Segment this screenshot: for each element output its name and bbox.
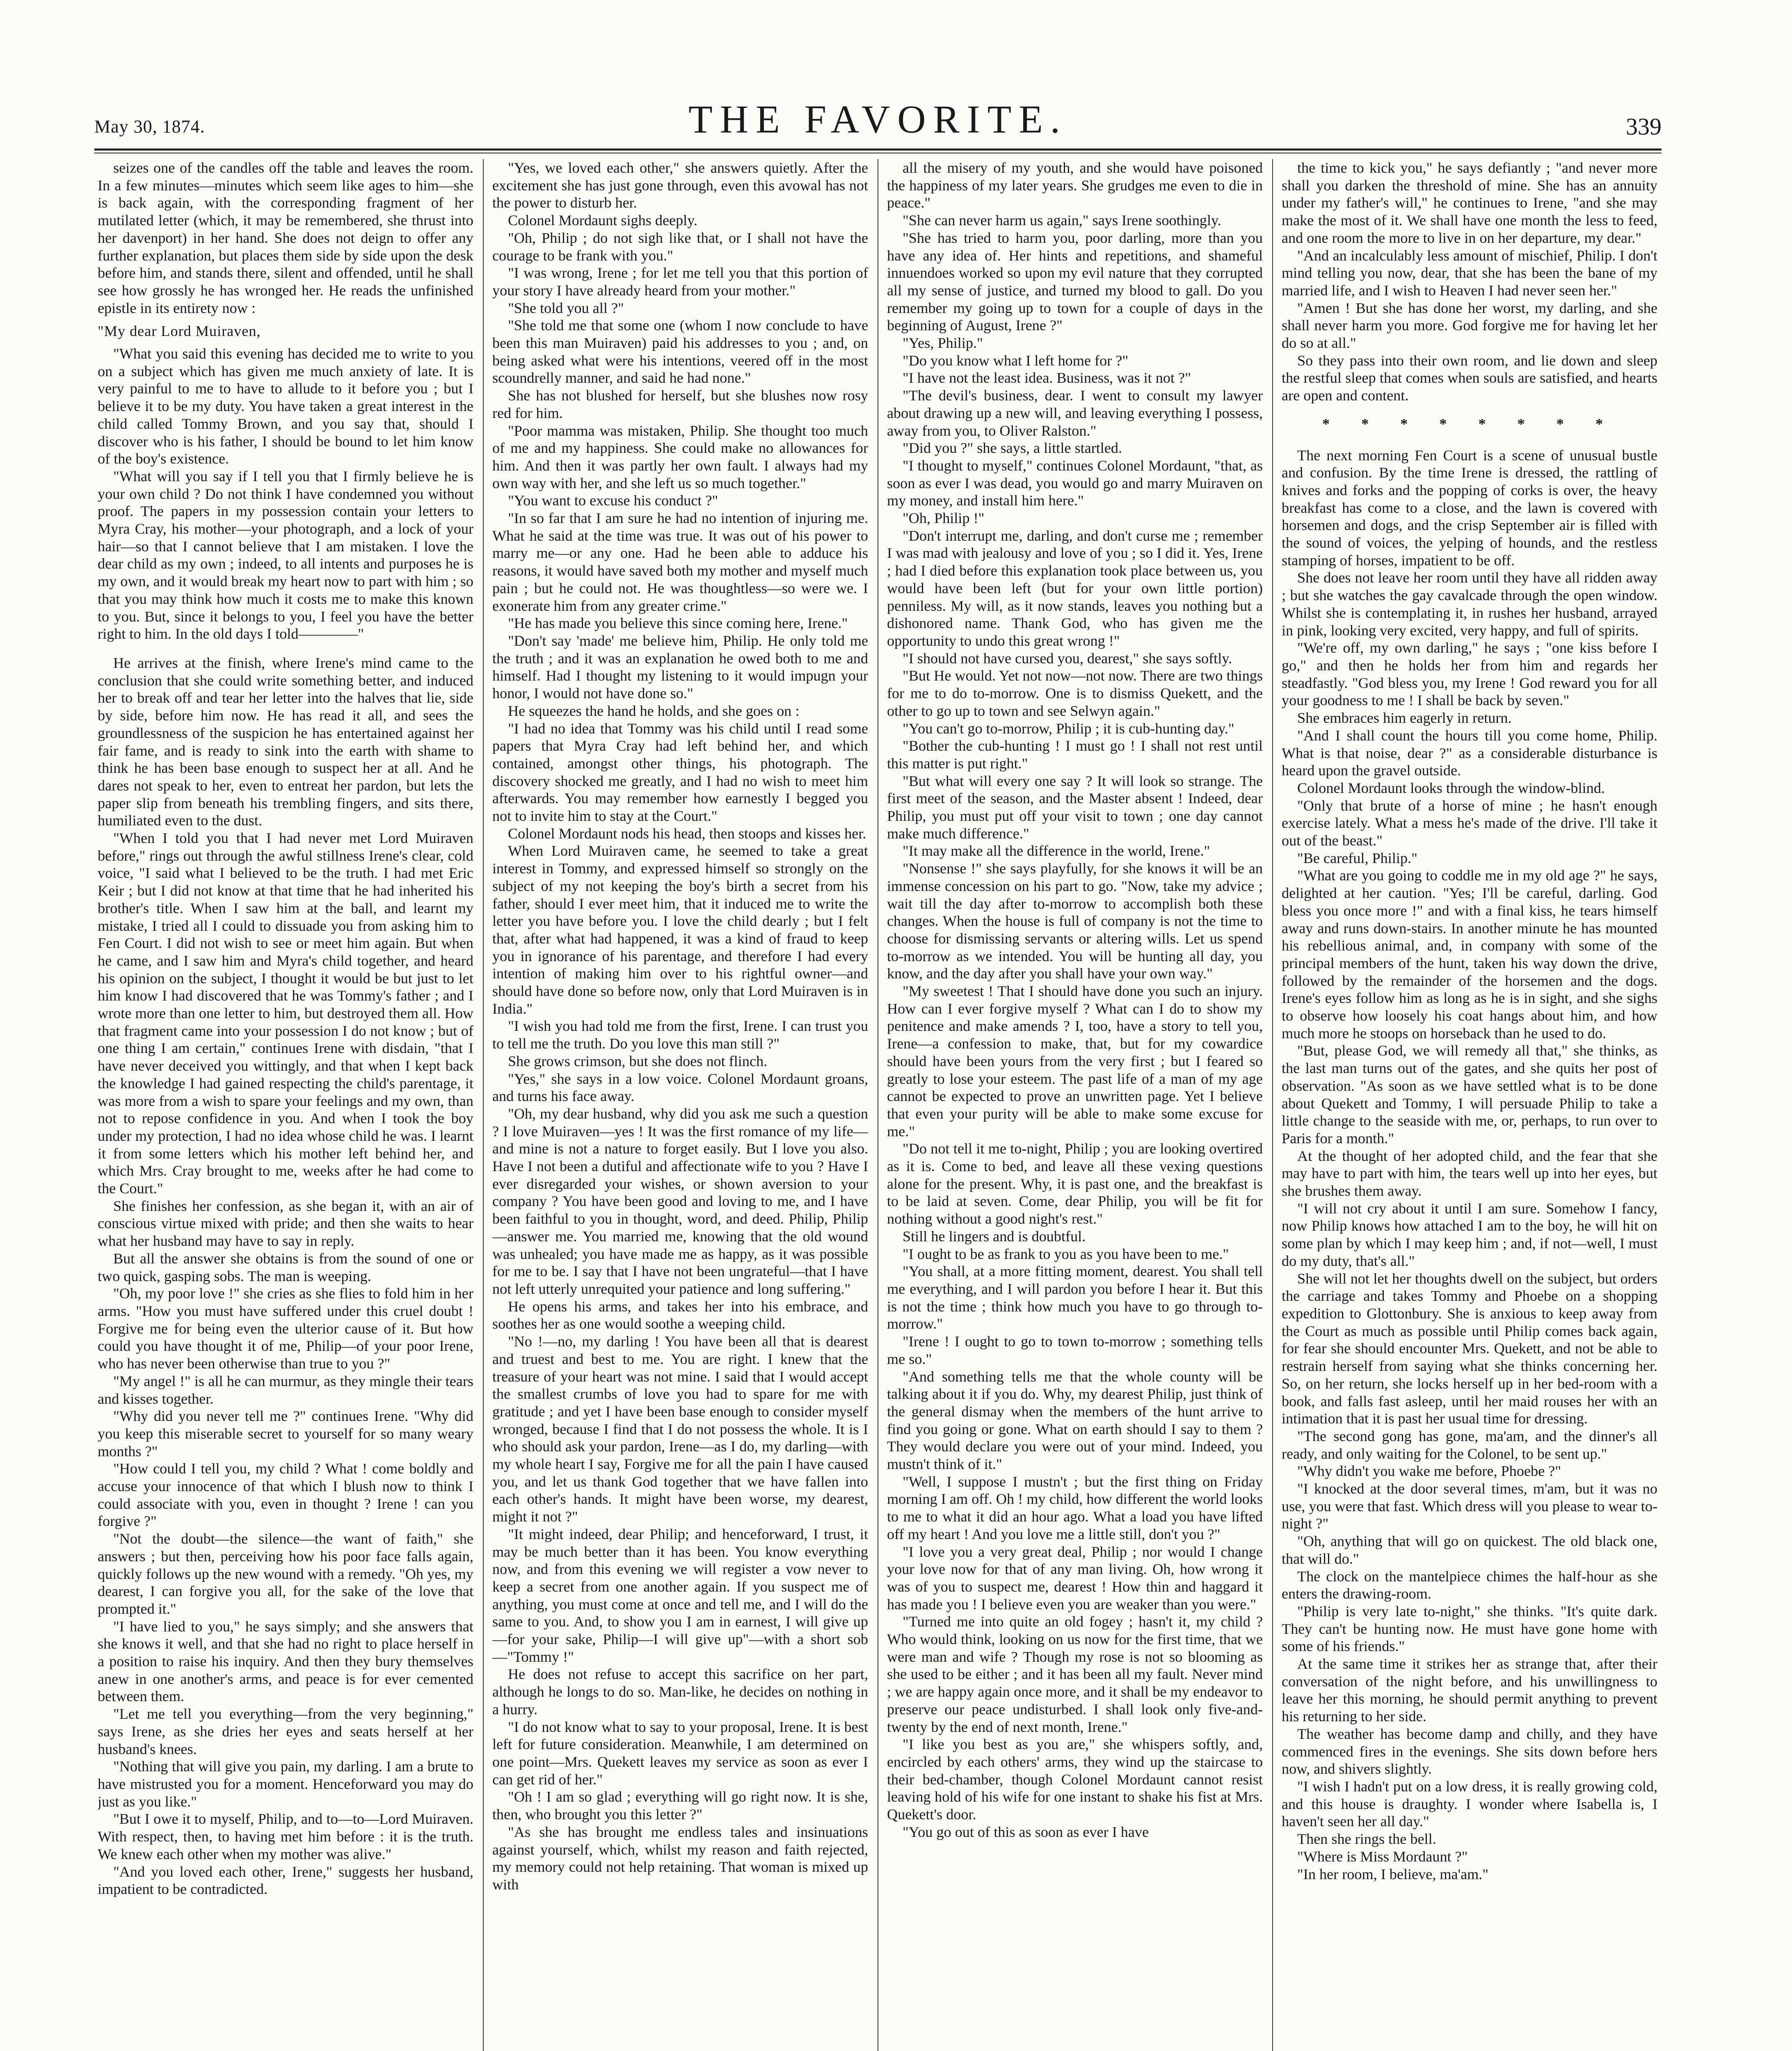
paragraph: "It might indeed, dear Philip; and henceforward, I trust, it may be much better than it has been. You know everything now, and from this evening we will register a vow never to keep a secret from one another again. If you suspect me of anything, you must come at once and tell me, and I will do the same to you. And, to show you I am in earnest, I will give up—for your sake, Philip—I will give up"—with a short sob—"Tommy !"	[492, 1526, 868, 1665]
paragraph: "Don't say 'made' me believe him, Philip. He only told me the truth ; and it was an explanation he owed both to me and himself. Had I thought my listening to it would impugn your honor, I would not have done so."	[492, 632, 868, 702]
paragraph: "I do not know what to say to your proposal, Irene. It is best left for future consideration. Meanwhile, I am determined on one point—Mrs. Quekett leaves my service as soon as ever I can get rid of her."	[492, 1718, 868, 1788]
text-column-2	[492, 159, 868, 2051]
paragraph: "But what will every one say ? It will look so strange. The first meet of the season, and the Master absent ! Indeed, dear Philip, you must put off your visit to town ; one day cannot make much difference."	[887, 772, 1263, 842]
paragraph: "When I told you that I had never met Lord Muiraven before," rings out through the awful stillness Irene's clear, cold voice, "I said what I believed to be the truth. I had met Eric Keir ; but I did not know at that time that he had inherited his brother's title. When I saw him at the ball, and learnt my mistake, I tried all I could to dissuade you from asking him to Fen Court. I did not wish to see or meet him again. But when he came, and I saw him and Myra's child together, and heard his opinion on the subject, I thought it would be but just to let him know I had discovered that he was Tommy's father ; and I wrote more than one letter to him, but destroyed them all. How that fragment came into your possession I do not know ; but of one thing I am certain," continues Irene with disdain, "that I have never deceived you wittingly, and that when I kept back the knowledge I had gained respecting the child's parentage, it was more from a wish to spare your feelings and my own, than not to repose confidence in you. And when I took the boy under my protection, I had no idea whose child he was. I learnt it from some letters which his mother left behind her, and which Mrs. Cray brought to me, weeks after he had come to the Court."	[98, 830, 473, 1197]
paragraph: "As she has brought me endless tales and insinuations against yourself, which, whilst my reason and faith rejected, my memory could not help retaining. That woman is mixed up with	[492, 1823, 868, 1893]
paragraph: "Yes," she says in a low voice. Colonel Mordaunt groans, and turns his face away.	[492, 1070, 868, 1105]
paragraph: "Bother the cub-hunting ! I must go ! I shall not rest until this matter is put right."	[887, 738, 1263, 772]
paragraph: "What you said this evening has decided me to write to you on a subject which has given me much anxiety of late. It is very painful to me to have to allude to it before you ; but I believe it to be my duty. You have taken a great interest in the child called Tommy Brown, and you say that, should I discover who is his father, I should be bound to let him know of the boy's existence.	[98, 345, 473, 467]
paragraph: "She can never harm us again," says Irene soothingly.	[903, 212, 1221, 229]
paragraph: He opens his arms, and takes her into his embrace, and soothes her as one would soothe a weeping child.	[492, 1298, 868, 1332]
text-column-1	[98, 159, 473, 2051]
paragraph: "Oh, anything that will go on quickest. The old black one, that will do."	[1282, 1533, 1657, 1567]
paragraph: "I have not the least idea. Business, was it not ?"	[903, 370, 1191, 386]
paragraph: The weather has become damp and chilly, and they have commenced fires in the evenings. She sits down before hers now, and shivers slightly.	[1282, 1725, 1657, 1777]
paragraph: "Where is Miss Mordaunt ?"	[1297, 1848, 1468, 1865]
paragraph: "I wish you had told me from the first, Irene. I can trust you to tell me the truth. Do you love this man still ?"	[492, 1018, 868, 1052]
paragraph: The next morning Fen Court is a scene of unusual bustle and confusion. By the time Irene is dressed, the rattling of knives and forks and the popping of corks is over, the heavy breakfast has come to a close, and the lawn is covered with horsemen and dogs, and the crisp September air is filled with the sound of voices, the yelping of hounds, and the restless stamping of horses, impatient to be off.	[1282, 447, 1657, 569]
letter-salutation: "My dear Lord Muiraven,	[98, 323, 261, 340]
paragraph: "Poor mamma was mistaken, Philip. She thought too much of me and my happiness. She could make no allowances for him. And then it was partly her own fault. I always had my own way with her, and she left us so much together."	[492, 422, 868, 491]
paragraph: "How could I tell you, my child ? What ! come boldly and accuse your innocence of that which I blush now to think I could associate with you, even in thought ? Irene ! can you forgive ?"	[98, 1460, 473, 1530]
paragraph: "Oh, my poor love !" she cries as she flies to fold him in her arms. "How you must have suffered under this cruel doubt ! Forgive me for being even the ulterior cause of it. But how could you have thought it of me, Philip—of your poor Irene, who has never been otherwise than true to you ?"	[98, 1285, 473, 1372]
paragraph: "We're off, my own darling," he says ; "one kiss before I go," and then he holds her from him and regards her steadfastly. "God bless you, my Irene ! God reward you for all your goodness to me ! I shall be back by seven."	[1282, 640, 1657, 709]
paragraph: Colonel Mordaunt sighs deeply.	[508, 212, 698, 229]
paragraph: "I knocked at the door several times, m'am, but it was no use, you were that fast. Which dress will you please to wear to-night ?"	[1282, 1480, 1657, 1532]
paragraph: "Do you know what I left home for ?"	[903, 352, 1129, 369]
paragraph: At the same time it strikes her as strange that, after their conversation of the night before, and his unwillingness to leave her this morning, he should permit anything to prevent his returning to her side.	[1282, 1656, 1657, 1725]
paragraph: "I like you best as you are," she whispers softly, and, encircled by each others' arms, they wind up the staircase to their bed-chamber, though Colonel Mordaunt cannot resist leaving hold of his wife for one instant to shake his fist at Mrs. Quekett's door.	[887, 1736, 1263, 1823]
paragraph: "Philip is very late to-night," she thinks. "It's quite dark. They can't be hunting now. He must have gone home with some of his friends."	[1282, 1603, 1657, 1655]
paragraph: "And you loved each other, Irene," suggests her husband, impatient to be contradicted.	[98, 1863, 473, 1898]
paragraph: "Be careful, Philip."	[1297, 850, 1417, 866]
paragraph: "Turned me into quite an old fogey ; hasn't it, my child ? Who would think, looking on us now for the first time, that we were man and wife ? Though my rose is not so blooming as she used to be either ; and it has been all my fault. Never mind ; we are happy again once more, and it shall be my endeavor to preserve our peace undisturbed. I shall look only five-and-twenty by the end of next month, Irene."	[887, 1613, 1263, 1735]
paragraph: "The second gong has gone, ma'am, and the dinner's all ready, and only waiting for the Colonel, to be sent up."	[1282, 1427, 1657, 1462]
paragraph: When Lord Muiraven came, he seemed to take a great interest in Tommy, and expressed himself so strongly on the subject of my not keeping the boy's birth a secret from his father, should I ever meet him, that it induced me to write the letter you have before you. I love the child dearly ; but I felt that, after what had happened, it was a kind of fraud to keep you in ignorance of his parentage, and therefore I had every intention of making him over to his rightful owner—and should have done so before now, only that Lord Muiraven is in India."	[492, 843, 868, 1017]
paragraph: seizes one of the candles off the table and leaves the room. In a few minutes—minutes which seem like ages to him—she is back again, with the corresponding fragment of her mutilated letter (which, it may be remembered, she thrust into her davenport) in her hand. She does not deign to offer any further explanation, but places them side by side upon the desk before him, and stands there, silent and offended, until he shall see how grossly he has wronged her. He reads the unfinished epistle in its entirety now :	[98, 160, 473, 316]
paragraph: "Why didn't you wake me before, Phoebe ?"	[1297, 1463, 1561, 1480]
paragraph: So they pass into their own room, and lie down and sleep the restful sleep that comes when souls are satisfied, and hearts are open and content.	[1282, 352, 1657, 404]
paragraph: "Don't interrupt me, darling, and don't curse me ; remember I was mad with jealousy and love of you ; so I did it. Yes, Irene ; had I died before this explanation took place between us, you would have been left (but for your own little portion) penniless. My will, as it now stands, leaves you nothing but a dishonored name. Thank God, who has given me the opportunity to undo this great wrong !"	[887, 527, 1263, 649]
paragraph: "Amen ! But she has done her worst, my darling, and she shall never harm you more. God forgive me for having let her do so at all."	[1282, 299, 1657, 352]
paragraph: "Yes, Philip."	[903, 335, 983, 352]
paragraph: "I have lied to you," he says simply; and she answers that she knows it well, and that she had no right to place herself in a position to raise his inquiry. And then they bury themselves anew in one another's arms, and peace is for ever cemented between them.	[98, 1618, 473, 1705]
paragraph: "What will you say if I tell you that I firmly believe he is your own child ? Do not think I have condemned you without proof. The papers in my possession contain your letters to Myra Cray, his mother—your photograph, and a lock of your hair—so that I cannot believe that I am mistaken. I love the dear child as my own ; indeed, to all intents and purposes he is my own, and it would break my heart now to part with him ; so that you may think how much it costs me to make this known to you. But, since it belongs to you, I feel you have the better right to him. In the old days I told————"	[98, 468, 473, 642]
paragraph: "He has made you believe this since coming here, Irene."	[508, 615, 848, 632]
text-column-3	[887, 159, 1263, 2051]
paragraph: She finishes her confession, as she began it, with an air of conscious virtue mixed with pride; and then she waits to hear what her husband may have to say in reply.	[98, 1197, 473, 1249]
paragraph: "I thought to myself," continues Colonel Mordaunt, "that, as soon as ever I was dead, you would go and marry Muiraven on my money, and install him here."	[887, 457, 1263, 509]
paragraph: Colonel Mordaunt looks through the window-blind.	[1297, 779, 1605, 796]
paragraph: "Why did you never tell me ?" continues Irene. "Why did you keep this miserable secret to yourself for so many weary months ?"	[98, 1408, 473, 1459]
paragraph: He squeezes the hand he holds, and she goes on :	[508, 702, 800, 719]
paragraph: "But He would. Yet not now—not now. There are two things for me to do to-morrow. One is to dismiss Quekett, and the other to go up to town and see Selwyn again."	[887, 667, 1263, 719]
paragraph: "She told me that some one (whom I now conclude to have been this man Muiraven) paid his addresses to you ; and, on being asked what were his intentions, veered off in the most scoundrelly manner, and said he had none."	[492, 317, 868, 386]
paragraph: She embraces him eagerly in return.	[1297, 710, 1512, 726]
masthead-title: THE FAVORITE.	[688, 97, 1067, 141]
paragraph: "What are you going to coddle me in my old age ?" he says, delighted at her caution. "Yes; I'll be careful, darling. God bless you once more !" and with a final kiss, he tears himself away and runs down-stairs. In another minute he has mounted his rebellious animal, and, in company with some of the principal members of the hunt, taken his way down the drive, followed by the remainder of the horsemen and the dogs. Irene's eyes follow him as long as he is in sight, and she sighs to observe how loosely his coat hangs about him, and how much more he stoops on horseback than he used to do.	[1282, 867, 1657, 1041]
paragraph: "Do not tell it me to-night, Philip ; you are looking overtired as it is. Come to bed, and leave all these vexing questions alone for the present. Why, it is past one, and the breakfast is to be laid at seven. Come, dear Philip, you will be fit for nothing without a good night's rest."	[887, 1140, 1263, 1227]
paragraph: "Nonsense !" she says playfully, for she knows it will be an immense concession on his part to go. "Now, take my advice ; wait till the day after to-morrow to accomplish both these changes. When the house is full of company is not the time to choose for dismissing servants or altering wills. Let us spend to-morrow as we intended. You will be hunting all day, you know, and the day after you shall have your own way."	[887, 860, 1263, 982]
paragraph: "Oh ! I am so glad ; everything will go right now. It is she, then, who brought you this letter ?"	[492, 1788, 868, 1823]
paragraph: "And an incalculably less amount of mischief, Philip. I don't mind telling you now, dear, that she has been the bane of my married life, and I wish to Heaven I had never seen her."	[1282, 247, 1657, 299]
paragraph: She does not leave her room until they have all ridden away ; but she watches the gay cavalcade through the open window. Whilst she is contemplating it, in rushes her husband, arrayed in pink, looking very excited, very happy, and full of spirits.	[1282, 569, 1657, 639]
paragraph: "You can't go to-morrow, Philip ; it is cub-hunting day."	[903, 720, 1234, 737]
paragraph: "My sweetest ! That I should have done you such an injury. How can I ever forgive myself ? What can I do to show my penitence and make amends ? I, too, have a story to tell you, Irene—a confession to make, that, but for my cowardice should have been yours from the very first ; but I feared so greatly to lose your esteem. The past life of a man of my age cannot be expected to prove an unwritten page. Yet I believe that even your purity will be able to make some excuse for me."	[887, 983, 1263, 1140]
paragraph: "She has tried to harm you, poor darling, more than you have any idea of. Her hints and repetitions, and shameful innuendoes worked so upon my evil nature that they corrupted all my sense of justice, and turned my blood to gall. Do you remember my going up to town for a couple of days in the beginning of August, Irene ?"	[887, 229, 1263, 334]
paragraph: "The devil's business, dear. I went to consult my lawyer about drawing up a new will, and leaving everything I possess, away from you, to Oliver Ralston."	[887, 387, 1263, 439]
paragraph: "Well, I suppose I mustn't ; but the first thing on Friday morning I am off. Oh ! my child, how different the world looks to me to what it did an hour ago. What a load you have lifted off my heart ! And you love me a little still, don't you ?"	[887, 1473, 1263, 1542]
paragraph: "I ought to be as frank to you as you have been to me."	[903, 1245, 1229, 1262]
paragraph: "Oh, Philip !"	[903, 510, 985, 527]
paragraph: the time to kick you," he says defiantly ; "and never more shall you darken the threshold of mine. She has an annuity under my father's will," he continues to Irene, "and she may make the most of it. We shall have one month the less to feed, and one room the more to live in on her departure, my dear."	[1282, 160, 1657, 246]
paragraph: "And something tells me that the whole county will be talking about it if you do. Why, my dearest Philip, just think of the general dismay when the members of the hunt arrive to find you going or gone. What on earth should I say to them ? They would declare you were out of your mind. Indeed, you mustn't think of it."	[887, 1368, 1263, 1473]
paragraph: "You shall, at a more fitting moment, dearest. You shall tell me everything, and I will pardon you before I hear it. But this is not the time ; think how much you have to go through to-morrow."	[887, 1263, 1263, 1332]
paragraph: "You want to excuse his conduct ?"	[508, 492, 718, 509]
paragraph: "But I owe it to myself, Philip, and to—to—Lord Muiraven. With respect, then, to having met him before : it is the truth. We knew each other when my mother was alive."	[98, 1811, 473, 1862]
paragraph: Colonel Mordaunt nods his head, then stoops and kisses her.	[508, 825, 866, 842]
paragraph: She has not blushed for herself, but she blushes now rosy red for him.	[492, 387, 868, 421]
paragraph: He arrives at the finish, where Irene's mind came to the conclusion that she could write something better, and induced her to break off and tear her letter into the halves that lie, side by side, before him now. He has read it all, and sees the groundlessness of the suspicion he has entertained against her fair fame, and is ready to sink into the earth with shame to think he has been base enough to suspect her at all. And he dares not speak to her, even to entreat her pardon, but lets the paper slip from beneath his trembling fingers, and sits there, humiliated even to the dust.	[98, 654, 473, 829]
paragraph: She grows crimson, but she does not flinch.	[508, 1053, 768, 1069]
article-columns	[98, 159, 1658, 2051]
paragraph: He does not refuse to accept this sacrifice on her part, although he longs to do so. Man-like, he decides on nothing in a hurry.	[492, 1666, 868, 1718]
issue-date: May 30, 1874.	[94, 116, 205, 137]
paragraph: "Irene ! I ought to go to town to-morrow ; something tells me so."	[887, 1333, 1263, 1367]
paragraph: "I had no idea that Tommy was his child until I read some papers that Myra Cray had left behind her, and which contained, amongst other things, his photograph. The discovery shocked me greatly, and I had no wish to meet him afterwards. You may remember how earnestly I begged you not to invite him to stay at the Court."	[492, 720, 868, 825]
paragraph: "But, please God, we will remedy all that," she thinks, as the last man turns out of the gates, and she quits her post of observation. "As soon as we have settled what is to be done about Quekett and Tommy, I will persuade Philip to take a little change to the seaside with me, or, perhaps, to run over to Paris for a month."	[1282, 1042, 1657, 1147]
paragraph: "No !—no, my darling ! You have been all that is dearest and truest and best to me. You are right. I knew that the treasure of your heart was not mine. I said that I would accept the smallest crumbs of love you had to spare for me with gratitude ; and yet I have been base enough to consider myself wronged, because I find that I do not possess the whole. It is I who should ask your pardon, Irene—as I do, my darling—with my whole heart I say, Forgive me for all the pain I have caused you, and let us thank God together that we have fallen into each other's hands. It might have been worse, my dearest, might it not ?"	[492, 1333, 868, 1525]
paragraph: At the thought of her adopted child, and the fear that she may have to part with him, the tears well up into her eyes, but she brushes them away.	[1282, 1147, 1657, 1199]
paragraph: "My angel !" is all he can murmur, as they mingle their tears and kisses together.	[98, 1373, 473, 1407]
paragraph: Then she rings the bell.	[1297, 1831, 1436, 1848]
paragraph: "She told you all ?"	[508, 299, 624, 316]
paragraph: "In her room, I believe, ma'am."	[1297, 1866, 1489, 1882]
paragraph: all the misery of my youth, and she would have poisoned the happiness of my later years. She grudges me even to die in peace."	[887, 160, 1263, 211]
paragraph: "You go out of this as soon as ever I have	[903, 1823, 1149, 1840]
paragraph: "Nothing that will give you pain, my darling. I am a brute to have mistrusted you for a moment. Henceforward you may do just as you like."	[98, 1758, 473, 1810]
page-header	[94, 96, 1662, 146]
paragraph: "Only that brute of a horse of mine ; he hasn't enough exercise lately. What a mess he's made of the drive. I'll take it out of the beast."	[1282, 797, 1657, 849]
page-number: 339	[1626, 113, 1662, 140]
paragraph: "I love you a very great deal, Philip ; nor would I change your love now for that of any man living. Oh, how wrong it was of you to suspect me, dearest ! How thin and haggard it has made you ! I believe even you are weaker than you were."	[887, 1543, 1263, 1612]
paragraph: "I wish I hadn't put on a low dress, it is really growing cold, and this house is draughty. I wonder where Isabella is, I haven't seen her all day."	[1282, 1778, 1657, 1830]
paragraph: She will not let her thoughts dwell on the subject, but orders the carriage and takes Tommy and Phoebe on a shopping expedition to Glottonbury. She is anxious to keep away from the Court as much as possible until Philip comes back again, for fear she should encounter Mrs. Quekett, and not be able to restrain herself from saying what she thinks concerning her. So, on her return, she locks herself up in her bed-room with a book, and falls fast asleep, until her maid rouses her with an intimation that it is past her usual time for dressing.	[1282, 1270, 1657, 1427]
paragraph: Still he lingers and is doubtful.	[903, 1228, 1086, 1245]
paragraph: "Not the doubt—the silence—the want of faith," she answers ; but then, perceiving how his poor face falls again, quickly follows up the new wound with a remedy. "Oh yes, my dearest, I can forgive you all, for the sake of the love that prompted it."	[98, 1530, 473, 1617]
paragraph: "Did you ?" she says, a little startled.	[903, 440, 1122, 457]
paragraph: The clock on the mantelpiece chimes the half-hour as she enters the drawing-room.	[1282, 1568, 1657, 1602]
paragraph: "It may make all the difference in the world, Irene."	[903, 843, 1210, 859]
paragraph: "Yes, we loved each other," she answers quietly. After the excitement she has just gone through, even this avowal has not the power to disturb her.	[492, 160, 868, 211]
paragraph: But all the answer she obtains is from the sound of one or two quick, gasping sobs. The man is weeping.	[98, 1250, 473, 1284]
header-rule	[94, 148, 1662, 151]
section-break: * * * * * * * *	[1322, 415, 1617, 432]
paragraph: "I will not cry about it until I am sure. Somehow I fancy, now Philip knows how attached I am to the boy, he will hit on some plan by which I may keep him ; and, if not—well, I must do my duty, that's all."	[1282, 1200, 1657, 1269]
paragraph: "Oh, Philip ; do not sigh like that, or I shall not have the courage to be frank with you."	[492, 229, 868, 264]
paragraph: "I should not have cursed you, dearest," she says softly.	[903, 650, 1232, 667]
paragraph: "In so far that I am sure he had no intention of injuring me. What he said at the time was true. It was out of his power to marry me—or any one. Had he been able to adduce his reasons, it would have saved both my mother and myself much pain ; but he could not. He was thoughtless—so were we. I exonerate him from any greater crime."	[492, 510, 868, 614]
paragraph: "Let me tell you everything—from the very beginning," says Irene, as she dries her eyes and seats herself at her husband's knees.	[98, 1706, 473, 1757]
paragraph: "I was wrong, Irene ; for let me tell you that this portion of your story I have already heard from your mother."	[492, 265, 868, 299]
text-column-4	[1282, 159, 1657, 2051]
paragraph: "And I shall count the hours till you come home, Philip. What is that noise, dear ?" as a considerable disturbance is heard upon the gravel outside.	[1282, 727, 1657, 779]
paragraph: "Oh, my dear husband, why did you ask me such a question ? I love Muiraven—yes ! It was the first romance of my life—and mine is not a nature to forget easily. But I love you also. Have I not been a dutiful and affectionate wife to you ? Have I ever disregarded your wishes, or shown aversion to your company ? You have been good and loving to me, and I have been faithful to you in thought, word, and deed. Philip, Philip—answer me. You married me, knowing that the old wound was unhealed; you have made me as happy, as it was possible for me to be. I say that I have not been ungrateful—that I have not left utterly unrequited your patience and long suffering."	[492, 1105, 868, 1297]
